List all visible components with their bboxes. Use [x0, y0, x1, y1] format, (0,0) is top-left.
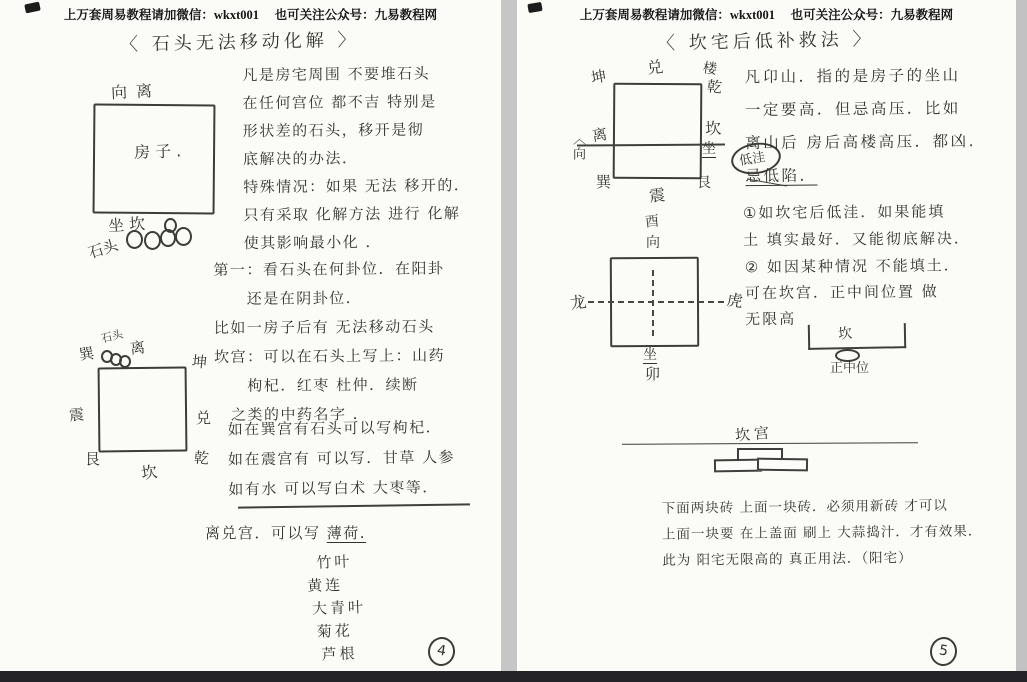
text-line: 一定要高．但忌高压．比如 [744, 99, 961, 120]
right-item-2 [745, 252, 1026, 332]
right-paragraph-1 [744, 59, 1013, 193]
bottom-right-brick [757, 458, 808, 472]
mid-diagram-xiang-label: 向 [646, 235, 660, 251]
top-diagram-sitting-label: 坐 [702, 141, 716, 157]
stone-circle [175, 227, 192, 246]
text-line: 离山后 房后高楼高压．都凶. [745, 132, 977, 153]
bagua-xun-label: 巽 [77, 344, 96, 364]
stone-circle [126, 230, 143, 249]
bracket-kan-label: 坎 [837, 325, 853, 343]
herb-item: 竹叶 [316, 552, 353, 572]
right-page-number: 5 [928, 635, 959, 668]
house-facing-label: 向离 [110, 80, 162, 103]
page-gap-strip [501, 0, 517, 682]
stones-label: 石头 [86, 235, 121, 263]
mid-diagram-dragon-label: 龙 [568, 291, 588, 314]
herb-item: 黄连 [306, 575, 344, 596]
bagua-kun-label: 坤 [191, 352, 208, 372]
text-line: 形状差的石头，移开是彻 [242, 120, 425, 141]
stone-circle [144, 231, 161, 250]
text-line-underlined: 忌低陷． [745, 166, 818, 186]
right-page-scan [517, 0, 1016, 672]
bagua-dui-label: 兑 [196, 409, 212, 427]
left-paragraph-3 [228, 412, 504, 505]
house-center-label: 房子. [133, 141, 187, 162]
left-paragraph-1 [242, 59, 506, 257]
stone-circle [160, 229, 176, 247]
bagua-diagram-square [98, 367, 188, 453]
top-diagram-li-label: 离 [590, 125, 609, 145]
top-diagram-qian-label: 乾 [706, 77, 723, 97]
text-line: 使其影响最小化 ． [243, 232, 383, 253]
top-diagram-kun-label: 坤 [589, 66, 608, 88]
low-area-note: 低洼 [738, 150, 767, 169]
top-diagram-gen-label: 艮 [697, 175, 711, 191]
kan-house-diagram-square [613, 83, 703, 180]
dashed-vertical-axis [652, 270, 654, 336]
left-page-header: 上万套周易教程请加微信：wkxt001 也可关注公众号：九易教程网 [63, 8, 438, 22]
left-page-scan [0, 0, 501, 672]
text-line: 特殊情况：如果 无法 移开的． [243, 176, 471, 197]
text-line: 在任何宫位 都不吉 特别是 [242, 92, 437, 113]
top-diagram-zhen-label: 震 [648, 185, 667, 206]
mid-diagram-tiger-label: 虎 [725, 289, 745, 312]
text-line: 坎宫：可以在石头上写上：山药 [214, 346, 446, 367]
bagua-gen-label: 艮 [85, 450, 101, 468]
hand-drawn-separator [238, 503, 470, 508]
ground-line [622, 442, 918, 445]
text-line: 底解决的办法． [242, 149, 359, 169]
right-item-1 [743, 198, 1023, 254]
text-line: 凡是房宅周围 不要堆石头 [242, 64, 431, 85]
bracket-caption: 正中位 [830, 361, 870, 376]
bagua-li-label: 离 [129, 338, 146, 358]
text-line: 只有采取 化解方法 进行 化解 [243, 204, 461, 225]
text-line: 比如一房子后有 无法移动石头 [213, 317, 435, 338]
text-line: ①如坎宅后低洼．如果能填 [742, 202, 946, 222]
left-paragraph-2 [213, 254, 506, 430]
top-diagram-xun-label: 巽 [596, 173, 612, 191]
herb-item: 芦根 [321, 644, 358, 664]
text-line: 无限高 [745, 309, 797, 329]
bagua-stones-note: 石头 [99, 327, 125, 346]
dashed-horizontal-axis [588, 301, 724, 303]
text-line: 可在坎宫．正中间位置 做 [744, 282, 939, 303]
right-edge-strip [1016, 0, 1027, 682]
mid-diagram-mao-label: 卯 [645, 365, 661, 383]
text-line: 如在巽宫有石头可以写枸杞． [227, 418, 443, 439]
ground-kan-label: 坎宫 [734, 423, 774, 445]
top-diagram-kan-label: 坎 [704, 118, 722, 139]
text-line: 第一：看石头在何卦位．在阳卦 [213, 259, 445, 280]
text-line: ② 如因某种情况 不能填土． [744, 256, 961, 277]
left-page-title: 〈 石头无法移动化解 〉 [119, 29, 360, 56]
top-diagram-lou-note: 楼 [701, 60, 718, 78]
text-line: 上面一块要 在上盖面 刷上 大蒜捣汁．才有效果． [661, 523, 983, 543]
right-page-header: 上万套周易教程请加微信：wkxt001 也可关注公众号：九易教程网 [579, 8, 954, 22]
kan-center-bracket [808, 323, 906, 350]
herb-item: 大青叶 [311, 597, 367, 618]
top-diagram-dui-label: 兑 [646, 57, 665, 78]
herb-list [306, 550, 368, 667]
text-line: 如有水 可以写白术 大枣等． [228, 478, 439, 499]
bottom-left-brick [714, 459, 762, 473]
right-paragraph-2 [662, 492, 993, 573]
mid-diagram-you-label: 酉 [644, 213, 660, 231]
text-line: 凡卬山．指的是房子的坐山 [744, 66, 961, 87]
text-line: 下面两块砖 上面一块砖．必须用新砖 才可以 [661, 497, 948, 517]
house-sitting-label: 坐坎 [107, 213, 151, 236]
right-page-title: 〈 坎宅后低补救法 〉 [656, 28, 875, 55]
text-line: 枸杞．红枣 杜仲．续断 [214, 375, 419, 396]
text-line: 离兑宫．可以写 [205, 524, 321, 542]
text-line: 如在震宫有 可以写．甘草 人参 [227, 448, 456, 469]
mint-word: 薄荷. [326, 524, 367, 542]
bagua-kan-label: 坎 [139, 461, 159, 484]
bottom-dark-bar [0, 671, 1027, 682]
text-line: 土 填实最好．又能彻底解决． [743, 229, 971, 249]
mid-diagram-zuo-label: 坐 [643, 347, 657, 363]
text-line: 还是在阴卦位． [213, 288, 363, 309]
left-page-number: 4 [426, 635, 457, 668]
top-diagram-facing-arrow: 〈向 [570, 132, 585, 162]
herb-item: 菊花 [316, 621, 354, 641]
text-line: 之类的中药名字 ． [214, 404, 370, 425]
mint-line [205, 522, 366, 543]
stone-circle [119, 355, 131, 368]
text-line: 此为 阳宅无限高的 真正用法．（阳宅） [662, 550, 913, 569]
bagua-qian-label: 乾 [193, 448, 210, 468]
bagua-zhen-label: 震 [68, 405, 85, 425]
